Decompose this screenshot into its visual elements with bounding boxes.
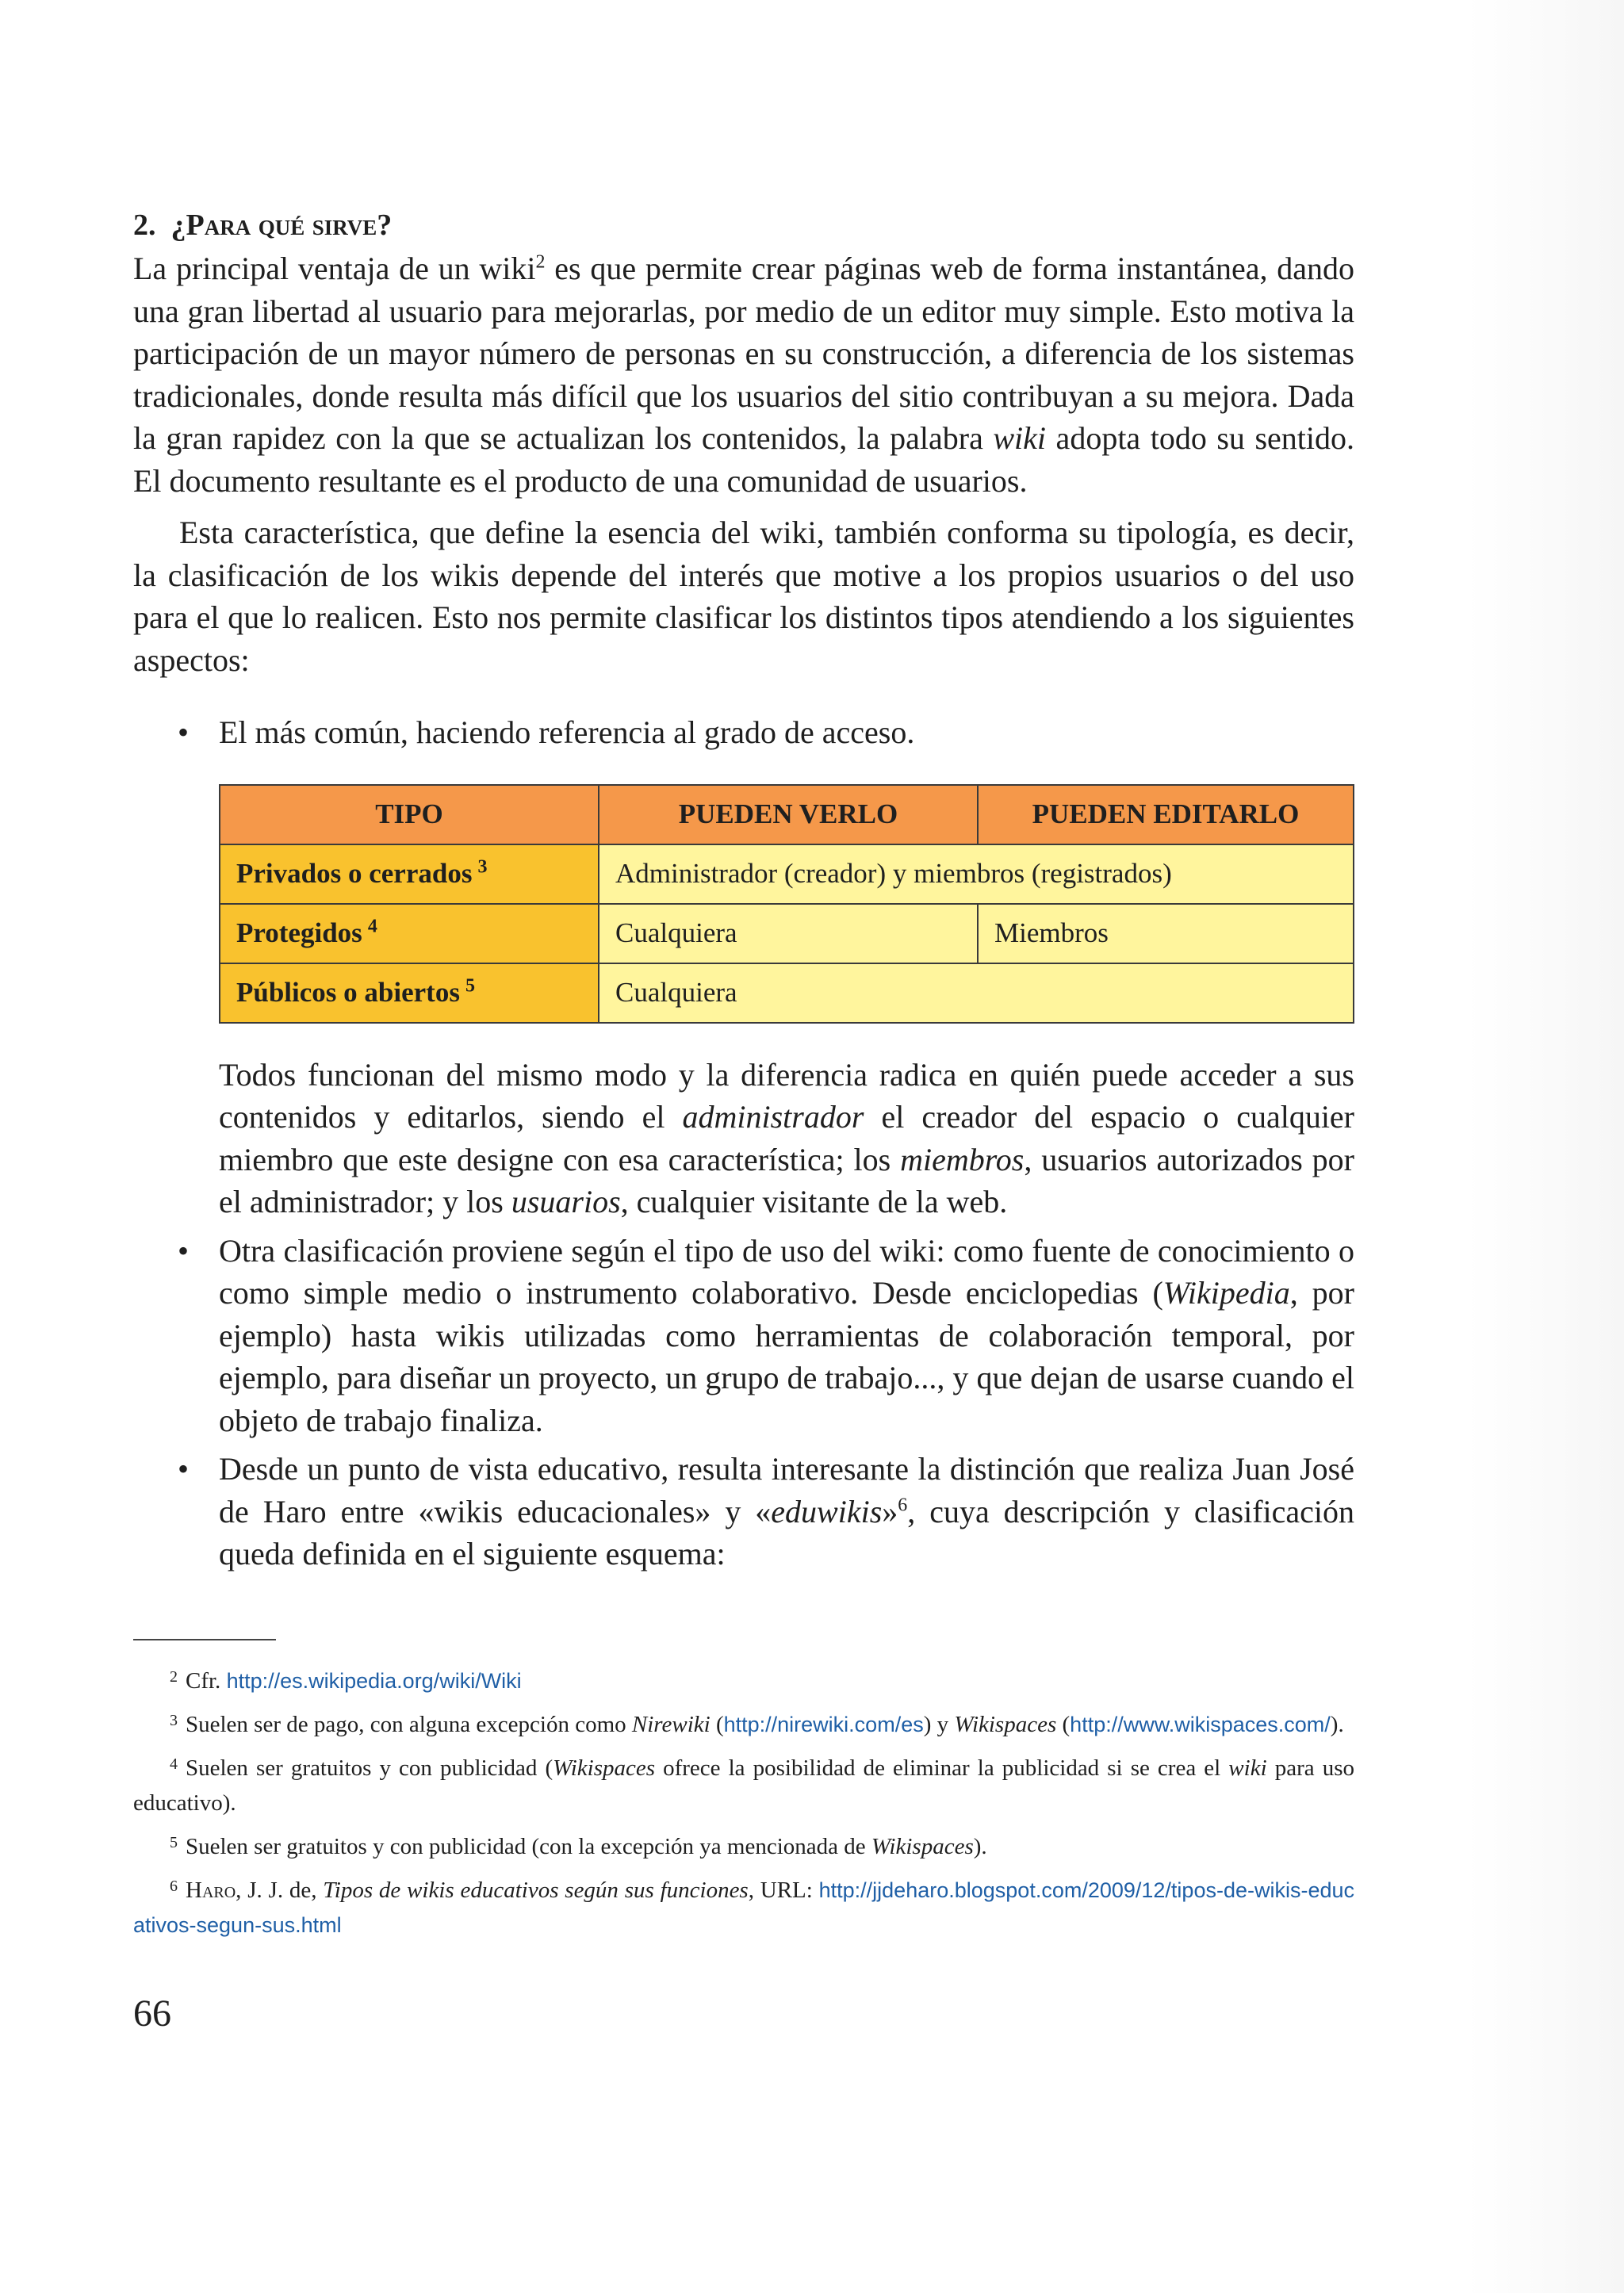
b3-c: , cuya descripción y clasificación queda definida en el siguiente esquema: bbox=[219, 1493, 1355, 1571]
bullet-1-text: El más común, haciendo referencia al grado de acceso. bbox=[219, 714, 915, 750]
b3-b: » bbox=[882, 1493, 898, 1529]
section-heading bbox=[133, 208, 1354, 243]
bullet-3-text bbox=[219, 1448, 1354, 1575]
footnote-4 bbox=[133, 1747, 1354, 1820]
row-label-text: Privados o cerrados bbox=[236, 858, 473, 889]
fn5-text-b: ). bbox=[973, 1833, 987, 1859]
footnote-5 bbox=[133, 1825, 1354, 1864]
cell-view-privados: Administrador (creador) y miembros (registrados) bbox=[599, 844, 1354, 904]
page-content bbox=[133, 208, 1354, 2035]
table-row bbox=[220, 963, 1354, 1023]
cell-view-publicos: Cualquiera bbox=[599, 963, 1354, 1023]
fn6-italic-title: Tipos de wikis educativos según sus funciones bbox=[323, 1877, 749, 1903]
footnote-6 bbox=[133, 1869, 1354, 1943]
b2-wikipedia: Wikipedia bbox=[1162, 1275, 1290, 1311]
fn3-italic-2: Wikispaces bbox=[954, 1711, 1057, 1737]
cell-edit-protegidos: Miembros bbox=[978, 904, 1354, 963]
p1-text-a: La principal ventaja de un wiki bbox=[133, 251, 536, 286]
bullet-list-continued bbox=[133, 1054, 1354, 1575]
cell-view-protegidos: Cualquiera bbox=[599, 904, 978, 963]
fn2-text: Cfr. bbox=[186, 1667, 227, 1694]
footnote-ref-4[interactable]: 4 bbox=[367, 916, 377, 937]
fn2-link[interactable]: http://es.wikipedia.org/wiki/Wiki bbox=[226, 1668, 522, 1693]
fn3-text-b: ( bbox=[710, 1711, 724, 1737]
row-label-protegidos bbox=[220, 904, 599, 963]
fn3-text-e: ). bbox=[1330, 1711, 1344, 1737]
b1f-d: , cualquier visitante de la web. bbox=[620, 1184, 1008, 1219]
b2-a: Otra clasificación proviene según el tipo de uso del wiki: como fuente de conocimiento o como simple medio o instrumento colaborativo. Desde enciclopedias ( bbox=[219, 1232, 1354, 1311]
b2-b: , por ejemplo) hasta wikis utilizadas como herramientas de colaboración temporal, por ejemplo, para diseñar un proyecto, un grupo de trabajo..., y que dejan de usarse cuando el objeto de trabajo finaliza. bbox=[219, 1275, 1354, 1438]
bullet-icon: • bbox=[178, 1232, 190, 1269]
p1-wiki-italic: wiki bbox=[993, 420, 1047, 456]
fn6-text-b: , URL: bbox=[748, 1877, 819, 1903]
footnote-ref-5[interactable]: 5 bbox=[465, 975, 475, 997]
fn4-text-a: Suelen ser gratuitos y con publicidad ( bbox=[186, 1755, 553, 1781]
b3-eduwikis: eduwikis bbox=[771, 1493, 883, 1529]
access-table bbox=[219, 784, 1354, 1024]
section-title: ¿Para qué sirve? bbox=[170, 209, 393, 242]
fn6-link[interactable]: http://jjdeharo.blogspot.com/2009/12/tipos-de-wikis-educativos-segun-sus.html bbox=[133, 1878, 1355, 1937]
b1f-c: , usuarios autorizados por el administrador; y los bbox=[219, 1141, 1355, 1219]
fn3-italic-1: Nirewiki bbox=[631, 1711, 710, 1737]
fn3-link-2[interactable]: http://www.wikispaces.com/ bbox=[1070, 1712, 1331, 1736]
footnote-ref-6[interactable]: 6 bbox=[898, 1495, 908, 1516]
paragraph-1 bbox=[133, 247, 1354, 502]
list-item bbox=[133, 711, 1354, 754]
page-edge-shadow bbox=[1467, 0, 1624, 2293]
fn5-text-a: Suelen ser gratuitos y con publicidad (con la excepción ya mencionada de bbox=[186, 1833, 871, 1859]
row-label-text: Públicos o abiertos bbox=[236, 977, 460, 1008]
table-row bbox=[220, 904, 1354, 963]
row-label-text: Protegidos bbox=[236, 917, 362, 948]
footnote-2 bbox=[133, 1659, 1354, 1698]
fn3-link-1[interactable]: http://nirewiki.com/es bbox=[723, 1712, 924, 1736]
p1-text-b: es que permite crear páginas web de forma instantánea, dando una gran libertad al usuario para mejorarlas, por medio de un editor muy simple. Esto motiva la participación de un mayor número de personas en su construcción, a diferencia de los sistemas tradicionales, donde resulta más difícil que los usuarios del sitio contribuyan a su mejora. Dada la gran rapidez con la que se actualizan los contenidos, la palabra bbox=[133, 251, 1354, 456]
paragraph-2: Esta característica, que define la esencia del wiki, también conforma su tipología, es decir, la clasificación de los wikis depende del interés que motive a los propios usuarios o del uso para el que lo realicen. Esto nos permite clasificar los distintos tipos atendiendo a los siguientes aspectos: bbox=[133, 515, 1354, 678]
footnote-3 bbox=[133, 1703, 1354, 1742]
row-label-privados bbox=[220, 844, 599, 904]
list-item bbox=[133, 1448, 1354, 1575]
bullet-icon: • bbox=[178, 714, 190, 750]
footnote-number: 3 bbox=[170, 1711, 178, 1729]
header-tipo: TIPO bbox=[220, 785, 599, 844]
fn6-text-a: , J. J. de, bbox=[236, 1877, 324, 1903]
bullet-list bbox=[133, 711, 1354, 754]
fn4-italic-1: Wikispaces bbox=[553, 1755, 656, 1781]
row-label-publicos bbox=[220, 963, 599, 1023]
fn3-text-d: ( bbox=[1056, 1711, 1071, 1737]
p1-text-c: adopta todo su sentido. El documento resultante es el producto de una comunidad de usuarios. bbox=[133, 420, 1354, 499]
footnote-ref-3[interactable]: 3 bbox=[477, 856, 488, 878]
b1f-admin: administrador bbox=[682, 1099, 864, 1135]
list-item-continuation bbox=[133, 1054, 1354, 1223]
table-row bbox=[220, 844, 1354, 904]
footnote-number: 2 bbox=[170, 1667, 178, 1686]
table-header-row bbox=[220, 785, 1354, 844]
fn4-text-c: para uso educativo). bbox=[133, 1755, 1354, 1816]
footnote-number: 6 bbox=[170, 1877, 178, 1895]
header-pueden-editarlo: PUEDEN EDITARLO bbox=[978, 785, 1354, 844]
fn6-author: Haro bbox=[186, 1877, 236, 1903]
b1f-usuarios: usuarios bbox=[511, 1184, 621, 1219]
page-number: 66 bbox=[133, 1992, 171, 2035]
fn3-text-c: ) y bbox=[923, 1711, 955, 1737]
bullet-1-follow-text bbox=[219, 1054, 1354, 1223]
bullet-icon: • bbox=[178, 1451, 190, 1487]
b1f-b: el creador del espacio o cualquier miembro que este designe con esa característica; los bbox=[219, 1099, 1355, 1177]
footnote-number: 4 bbox=[170, 1755, 178, 1773]
header-pueden-verlo: PUEDEN VERLO bbox=[599, 785, 978, 844]
fn5-italic-1: Wikispaces bbox=[871, 1833, 974, 1859]
section-number: 2. bbox=[133, 209, 156, 242]
list-item bbox=[133, 1230, 1354, 1442]
fn4-italic-2: wiki bbox=[1228, 1755, 1267, 1781]
b1f-a: Todos funcionan del mismo modo y la diferencia radica en quién puede acceder a sus contenidos y editarlos, siendo el bbox=[219, 1056, 1354, 1135]
b1f-miembros: miembros bbox=[900, 1141, 1025, 1177]
fn3-text-a: Suelen ser de pago, con alguna excepción como bbox=[186, 1711, 632, 1737]
fn4-text-b: ofrece la posibilidad de eliminar la publicidad si se crea el bbox=[655, 1755, 1229, 1781]
footnote-number: 5 bbox=[170, 1833, 178, 1851]
bullet-2-text bbox=[219, 1230, 1354, 1442]
footnote-divider bbox=[133, 1639, 276, 1640]
b3-a: Desde un punto de vista educativo, resulta interesante la distinción que realiza Juan José de Haro entre «wikis educacionales» y « bbox=[219, 1451, 1354, 1529]
footnote-ref-2[interactable]: 2 bbox=[535, 251, 546, 273]
